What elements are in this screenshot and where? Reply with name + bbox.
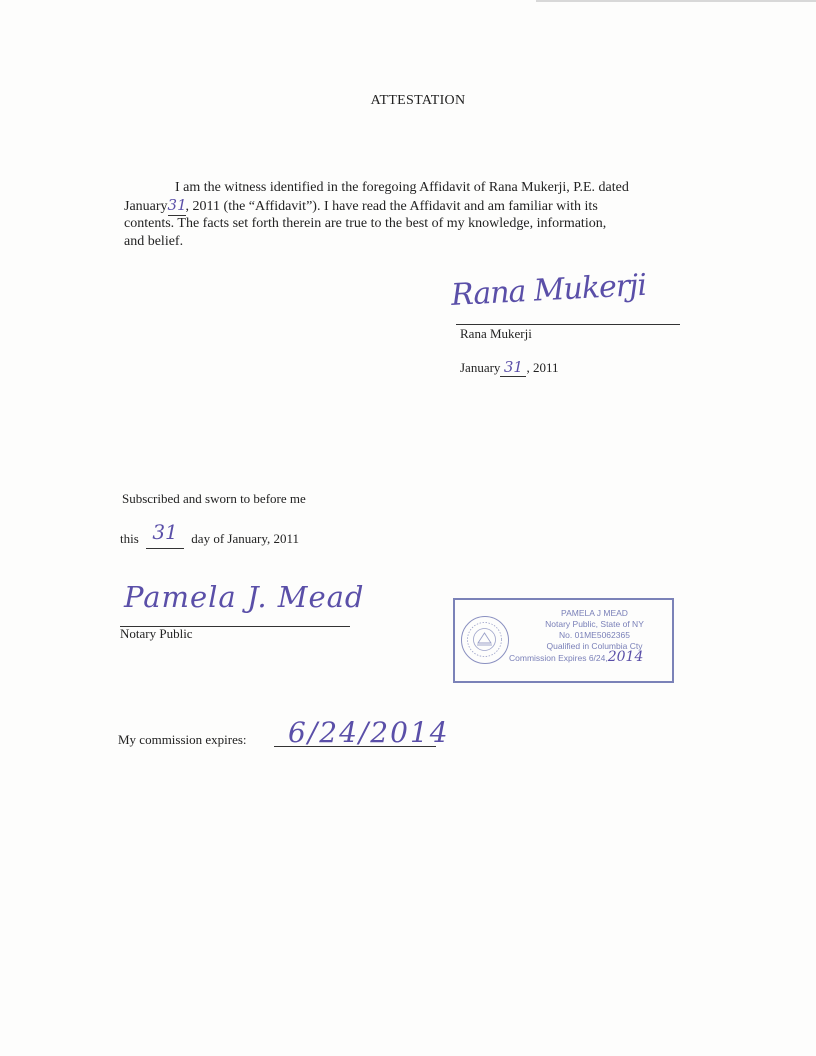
stamp-state: Notary Public, State of NY	[545, 619, 644, 629]
notary-public-label: Notary Public	[120, 626, 193, 641]
stamp-name: PAMELA J MEAD	[561, 608, 628, 618]
commission-date-handwritten: 6/24/2014	[288, 716, 450, 749]
witness-name: Rana Mukerji	[460, 326, 532, 341]
stamp-county: Qualified in Columbia Cty	[546, 641, 643, 651]
witness-date-handwritten: 31	[503, 358, 523, 376]
witness-date-blank	[500, 358, 526, 377]
stamp-expiry-handwritten: 2014	[607, 649, 644, 665]
witness-date	[460, 358, 558, 377]
this-day-line	[120, 520, 299, 549]
paragraph-line-2	[124, 197, 598, 216]
commission-label: My commission expires:	[118, 732, 247, 747]
this-day-handwritten: 31	[152, 520, 178, 544]
commission-date-line	[274, 746, 436, 747]
this-day-blank	[146, 520, 184, 549]
paragraph-line-1: I am the witness identified in the foregoing Affidavit of Rana Mukerji, P.E. dated	[175, 180, 629, 195]
paragraph-date-blank	[168, 197, 186, 216]
notary-seal-icon	[461, 616, 509, 664]
witness-date-month: January	[460, 360, 501, 375]
witness-signature: Rana Mukerji	[450, 267, 647, 313]
stamp-expiry-text: Commission Expires 6/24,	[509, 653, 608, 663]
witness-signature-line	[456, 324, 680, 325]
document-title: ATTESTATION	[370, 93, 466, 108]
commission-line	[118, 732, 247, 748]
notary-signature: Pamela J. Mead	[124, 580, 365, 614]
scan-edge	[536, 0, 816, 2]
paragraph-line-3: contents. The facts set forth therein are true to the best of my knowledge, information,	[124, 216, 607, 231]
paragraph-line-2-rest: , 2011 (the “Affidavit”). I have read the Affidavit and am familiar with its	[185, 199, 598, 214]
seal-emblem-icon	[462, 617, 507, 662]
notary-stamp	[453, 598, 674, 683]
this-day-rest: day of January, 2011	[191, 531, 299, 546]
witness-date-year: , 2011	[526, 360, 559, 375]
paragraph-date-handwritten: 31	[167, 196, 187, 214]
paragraph-line-4: and belief.	[124, 234, 184, 249]
this-label: this	[120, 531, 139, 546]
stamp-expiry	[509, 649, 664, 665]
stamp-number: No. 01ME5062365	[559, 630, 630, 640]
subscribed-line: Subscribed and sworn to before me	[122, 491, 306, 506]
paragraph-month: January	[124, 199, 168, 214]
